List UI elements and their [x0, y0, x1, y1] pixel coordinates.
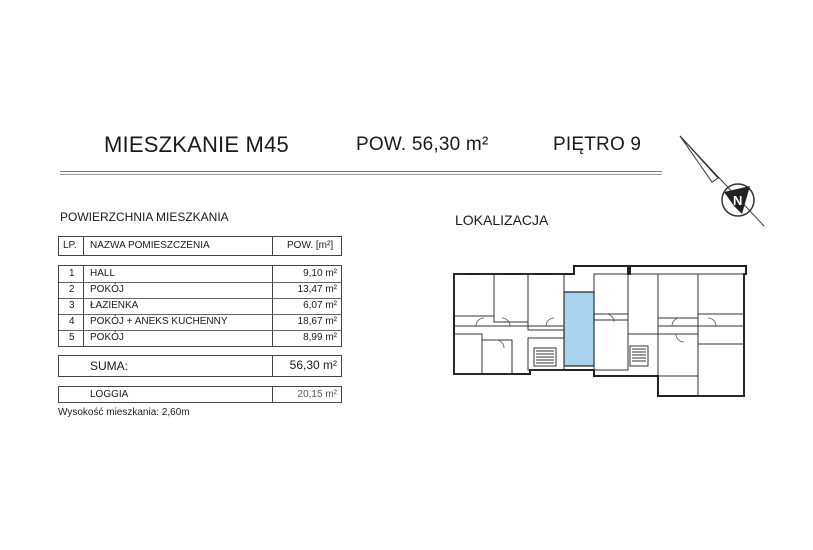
row-name: HALL [90, 268, 116, 279]
col-name-header: NAZWA POMIESZCZENIA [90, 240, 210, 251]
table-title: POWIERZCHNIA MIESZKANIA [60, 210, 229, 224]
loggia-value: 20,15 m² [297, 389, 337, 400]
row-area: 9,10 m² [303, 268, 337, 279]
row-lp: 2 [69, 284, 75, 295]
header-divider-top [60, 171, 662, 172]
col-lp-header: LP. [63, 240, 77, 251]
floor-plan-map [446, 264, 748, 398]
row-area: 8,99 m² [303, 332, 337, 343]
sum-row [58, 355, 342, 377]
loggia-row [58, 386, 342, 403]
apartment-title: MIESZKANIE M45 [104, 132, 289, 157]
apartment-area: POW. 56,30 m² [356, 134, 489, 155]
height-note: Wysokość mieszkania: 2,60m [58, 407, 190, 418]
row-lp: 1 [69, 268, 75, 279]
location-title: LOKALIZACJA [455, 212, 549, 228]
row-name: ŁAZIENKA [90, 300, 139, 311]
loggia-label: LOGGIA [90, 389, 129, 400]
table-header [58, 236, 342, 256]
compass-north-letter: N [733, 193, 743, 208]
row-area: 6,07 m² [303, 300, 337, 311]
row-lp: 5 [69, 332, 75, 343]
header-divider-bottom [60, 174, 662, 175]
col-area-header: POW. [m²] [287, 240, 334, 251]
highlighted-apartment [564, 292, 594, 366]
row-name: POKÓJ [90, 284, 124, 295]
row-lp: 3 [69, 300, 75, 311]
row-name: POKÓJ + ANEKS KUCHENNY [90, 316, 228, 327]
row-name: POKÓJ [90, 332, 124, 343]
sum-label: SUMA: [90, 359, 129, 373]
compass-icon [672, 128, 772, 234]
sum-value: 56,30 m² [289, 358, 337, 372]
row-area: 13,47 m² [297, 284, 337, 295]
floor-label: PIĘTRO 9 [553, 134, 642, 155]
row-lp: 4 [69, 316, 75, 327]
table-body [58, 265, 342, 347]
row-area: 18,67 m² [297, 316, 337, 327]
